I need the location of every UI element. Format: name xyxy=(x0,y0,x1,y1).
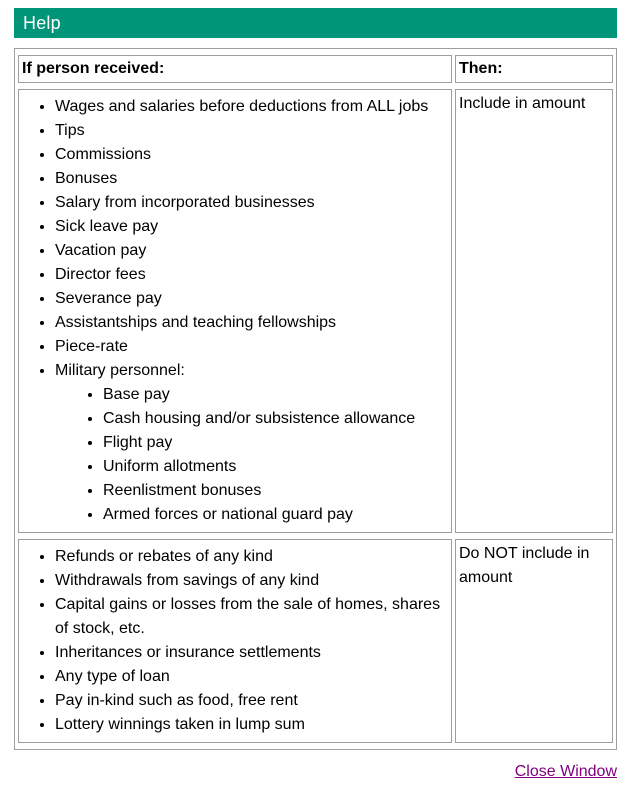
list-item: • Withdrawals from savings of any kind xyxy=(55,569,448,593)
list-item: • Any type of loan xyxy=(55,665,448,689)
received-cell-exclude xyxy=(18,539,452,743)
footer xyxy=(14,763,617,781)
help-page xyxy=(14,8,617,781)
list-item: • Base pay xyxy=(103,383,448,407)
received-cell-include xyxy=(18,89,452,533)
list-item: • Sick leave pay xyxy=(55,215,448,239)
list-item: • Commissions xyxy=(55,143,448,167)
list-item: • Armed forces or national guard pay xyxy=(103,503,448,527)
list-item: • Piece-rate xyxy=(55,335,448,359)
help-table xyxy=(14,48,617,750)
list-item: • Tips xyxy=(55,119,448,143)
list-item: • Assistantships and teaching fellowships xyxy=(55,311,448,335)
then-text-exclude: Do NOT include in amount xyxy=(459,545,590,586)
page-title: Help xyxy=(23,13,61,33)
column-header-if-person-received: If person received: xyxy=(18,55,452,83)
table-row-include xyxy=(18,89,613,533)
list-item: • Lottery winnings taken in lump sum xyxy=(55,713,448,737)
list-item: • Flight pay xyxy=(103,431,448,455)
list-item: • Pay in-kind such as food, free rent xyxy=(55,689,448,713)
list-item: • Inheritances or insurance settlements xyxy=(55,641,448,665)
sub-list xyxy=(55,383,448,527)
list-item: • Severance pay xyxy=(55,287,448,311)
list-item: • Uniform allotments xyxy=(103,455,448,479)
help-title-bar xyxy=(14,8,617,38)
list-item: • Wages and salaries before deductions from ALL jobs xyxy=(55,95,448,119)
list-item: • Refunds or rebates of any kind xyxy=(55,545,448,569)
list-item: • Bonuses xyxy=(55,167,448,191)
list-item: • Military personnel: • Base pay • Cash housing and/or subsistence allowance • Flight pay • Uniform allotments • Reenlistment bonuses • Armed forces or national guard pay xyxy=(55,359,448,527)
received-list-exclude xyxy=(22,545,448,737)
column-header-then: Then: xyxy=(455,55,613,83)
table-row-exclude xyxy=(18,539,613,743)
table-header-row xyxy=(18,55,613,83)
list-item: • Salary from incorporated businesses xyxy=(55,191,448,215)
then-cell-exclude xyxy=(455,539,613,743)
close-window-link[interactable]: Close Window xyxy=(514,763,617,780)
then-cell-include xyxy=(455,89,613,533)
list-item: • Capital gains or losses from the sale of homes, shares of stock, etc. xyxy=(55,593,448,641)
then-text-include: Include in amount xyxy=(459,95,586,112)
list-item: • Vacation pay xyxy=(55,239,448,263)
list-item: • Reenlistment bonuses xyxy=(103,479,448,503)
list-item: • Director fees xyxy=(55,263,448,287)
received-list-include xyxy=(22,95,448,527)
list-item: • Cash housing and/or subsistence allowance xyxy=(103,407,448,431)
